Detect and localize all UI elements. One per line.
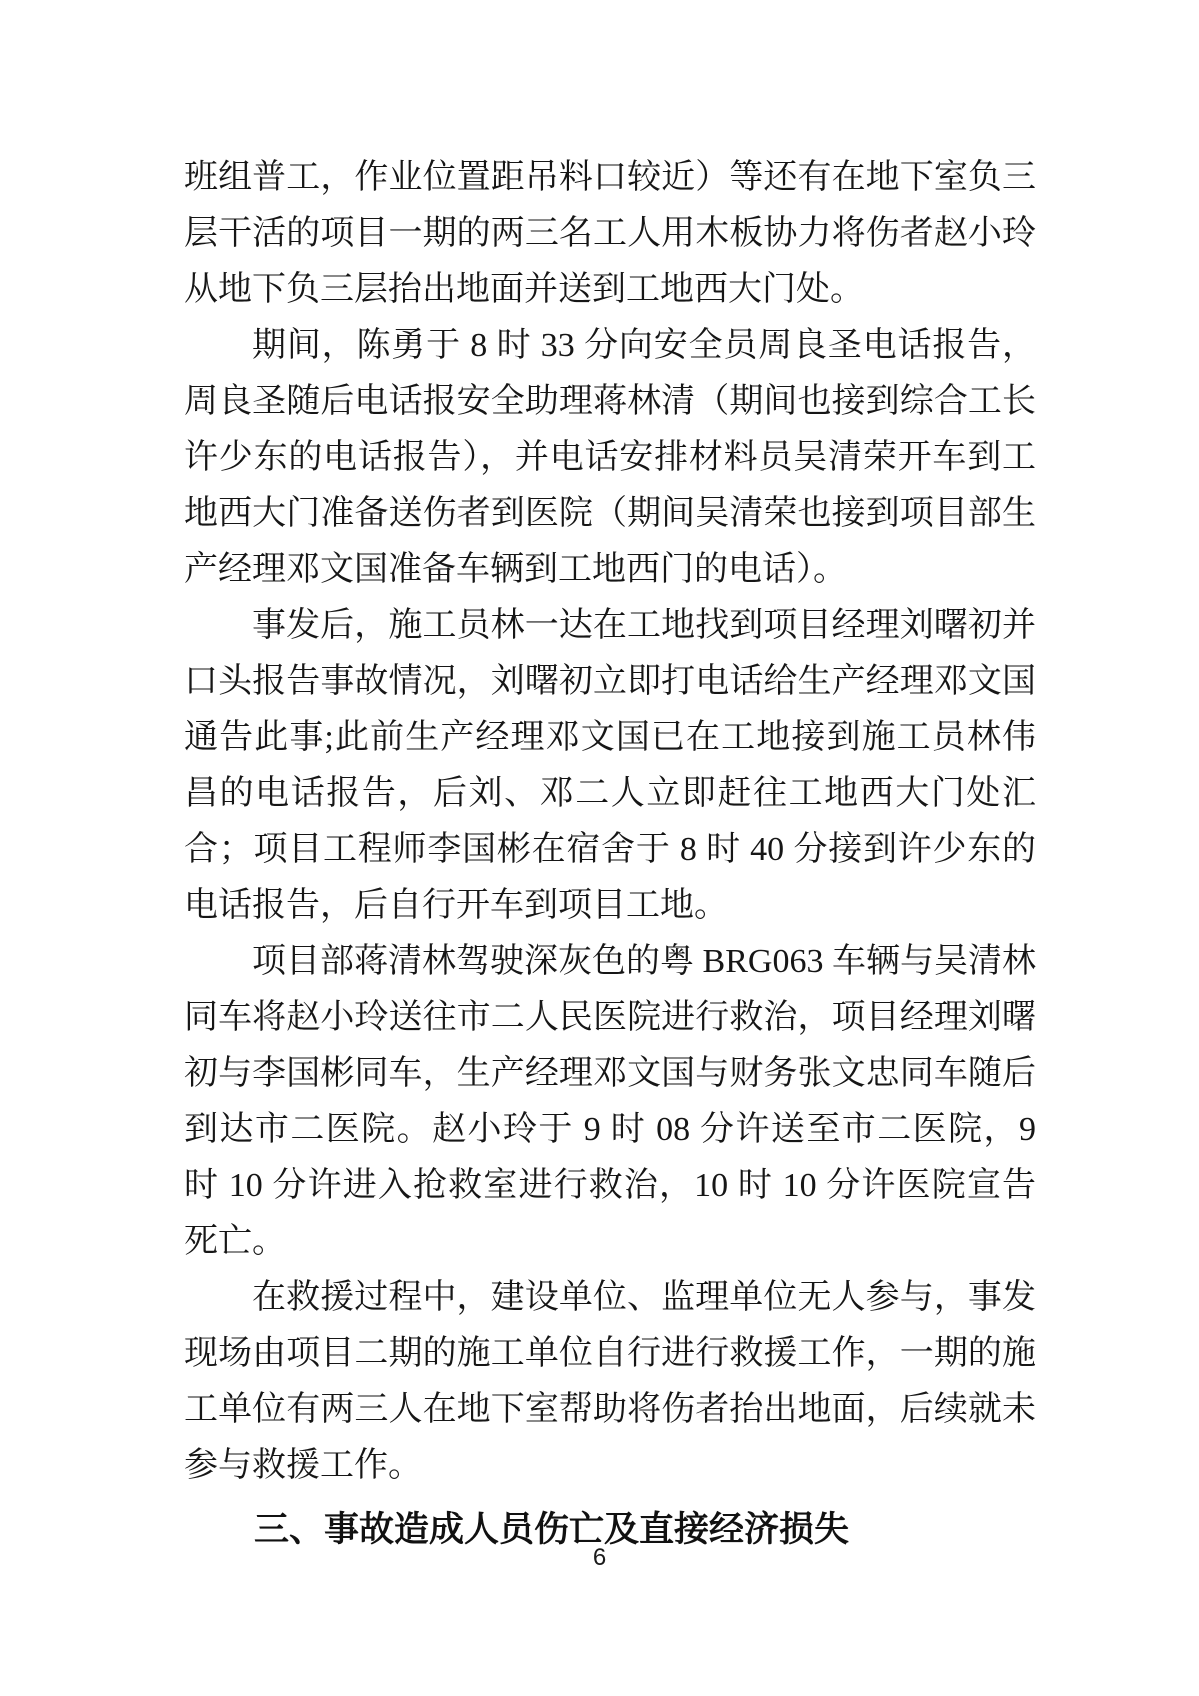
section-heading-casualties-losses: 三、事故造成人员伤亡及直接经济损失 [254, 1510, 850, 1549]
paragraph-rescue-participation: 在救援过程中，建设单位、监理单位无人参与，事发现场由项目二期的施工单位自行进行救援工作，一期的施工单位有两三人在地下室帮助将伤者抬出地面，后续就未参与救援工作。 [184, 1279, 1036, 1484]
paragraph-hospital-transport: 项目部蒋清林驾驶深灰色的粤 BRG063 车辆与吴清林同车将赵小玲送往市二人民医院进行救治，项目经理刘曙初与李国彬同车，生产经理邓文国与财务张文忠同车随后到达市二医院。赵小玲于 9 时 08 分许送至市二医院，9 时 10 分许进入抢救室进行救治，10 时 10 分许医院宣告死亡。 [184, 943, 1036, 1260]
page-footer [0, 1544, 1199, 1572]
page-number: 6 [592, 1544, 607, 1571]
paragraph-phone-reports: 期间，陈勇于 8 时 33 分向安全员周良圣电话报告，周良圣随后电话报安全助理蒋林清（期间也接到综合工长许少东的电话报告），并电话安排材料员吴清荣开车到工地西大门准备送伤者到医院（期间吴清荣也接到项目部生产经理邓文国准备车辆到工地西门的电话）。 [184, 327, 1036, 588]
paragraph-managers-notified: 事发后，施工员林一达在工地找到项目经理刘曙初并口头报告事故情况，刘曙初立即打电话给生产经理邓文国通告此事;此前生产经理邓文国已在工地接到施工员林伟昌的电话报告，后刘、邓二人立即赶往工地西大门处汇合；项目工程师李国彬在宿舍于 8 时 40 分接到许少东的电话报告，后自行开车到项目工地。 [184, 607, 1036, 924]
report-body [184, 150, 1036, 1558]
paragraph-rescue-carry-out: 班组普工，作业位置距吊料口较近）等还有在地下室负三层干活的项目一期的两三名工人用木板协力将伤者赵小玲从地下负三层抬出地面并送到工地西大门处。 [184, 159, 1036, 308]
